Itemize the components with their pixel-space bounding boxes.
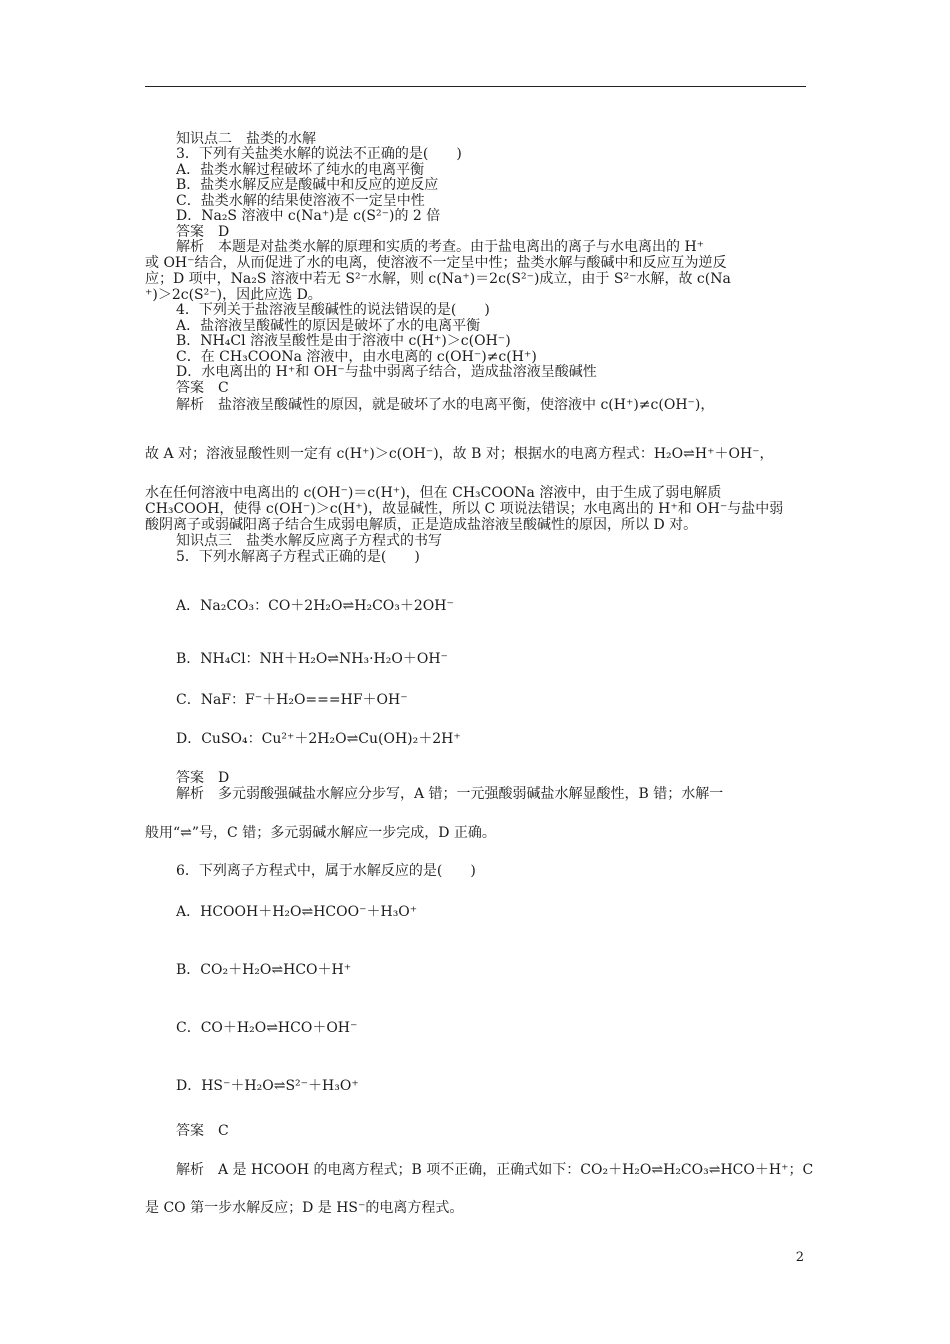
text-line: 知识点二 盐类的水解 [176,131,316,147]
text-line: 解析 A 是 HCOOH 的电离方程式；B 项不正确，正确式如下：CO₂＋H₂O⇌H₂CO₃⇌HCO＋H⁺；C [176,1162,814,1178]
text-line: B．盐类水解反应是酸碱中和反应的逆反应 [176,177,439,193]
text-line: C．盐类水解的结果使溶液不一定呈中性 [176,193,425,209]
text-line: A．盐溶液呈酸碱性的原因是破坏了水的电离平衡 [176,318,481,334]
text-line: 5．下列水解离子方程式正确的是( ) [176,549,420,565]
text-line: C．NaF：F⁻＋H₂O===HF＋OH⁻ [176,692,408,708]
text-line: 解析 多元弱酸强碱盐水解应分步写，A 错；一元强酸弱碱盐水解显酸性，B 错；水解一 [176,786,724,802]
text-line: CH₃COOH，使得 c(OH⁻)＞c(H⁺)，故显碱性，所以 C 项说法错误；水电离出的 H⁺和 OH⁻与盐中弱 [145,501,784,517]
text-line: D．HS⁻＋H₂O⇌S²⁻＋H₃O⁺ [176,1078,359,1094]
text-line: C．在 CH₃COONa 溶液中，由水电离的 c(OH⁻)≠c(H⁺) [176,349,537,365]
text-line: D．CuSO₄：Cu²⁺＋2H₂O⇌Cu(OH)₂＋2H⁺ [176,731,461,747]
text-line: 知识点三 盐类水解反应离子方程式的书写 [176,533,442,549]
text-line: B．NH₄Cl 溶液呈酸性是由于溶液中 c(H⁺)＞c(OH⁻) [176,333,511,349]
text-line: ⁺)＞2c(S²⁻)，因此应选 D。 [145,287,322,303]
header-rule [145,86,806,87]
text-line: B．NH₄Cl：NH＋H₂O⇌NH₃·H₂O＋OH⁻ [176,651,448,667]
text-line: B．CO₂＋H₂O⇌HCO＋H⁺ [176,962,352,978]
text-line: 故 A 对；溶液显酸性则一定有 c(H⁺)＞c(OH⁻)，故 B 对；根据水的电离方程式：H₂O⇌H⁺＋OH⁻， [145,446,774,462]
text-line: D．Na₂S 溶液中 c(Na⁺)是 c(S²⁻)的 2 倍 [176,208,441,224]
text-line: 4．下列关于盐溶液呈酸碱性的说法错误的是( ) [176,302,490,318]
text-line: 6．下列离子方程式中，属于水解反应的是( ) [176,863,476,879]
text-line: A．Na₂CO₃：CO＋2H₂O⇌H₂CO₃＋2OH⁻ [176,598,454,614]
text-line: 或 OH⁻结合，从而促进了水的电离，使溶液不一定呈中性；盐类水解与酸碱中和反应互为逆反 [145,255,727,271]
text-line: 3．下列有关盐类水解的说法不正确的是( ) [176,146,462,162]
text-line: 答案 D [176,770,230,786]
page-number: 2 [795,1250,804,1265]
text-line: 般用“⇌”号，C 错；多元弱碱水解应一步完成，D 正确。 [145,825,496,841]
text-line: 应；D 项中，Na₂S 溶液中若无 S²⁻水解，则 c(Na⁺)＝2c(S²⁻)成立，由于 S²⁻水解，故 c(Na [145,271,731,287]
text-line: 答案 C [176,1123,229,1139]
text-line: C．CO＋H₂O⇌HCO＋OH⁻ [176,1020,358,1036]
text-line: 解析 盐溶液呈酸碱性的原因，就是破坏了水的电离平衡，使溶液中 c(H⁺)≠c(OH⁻)， [176,397,715,413]
text-line: 答案 C [176,380,229,396]
text-line: 答案 D [176,224,230,240]
text-line: 水在任何溶液中电离出的 c(OH⁻)＝c(H⁺)，但在 CH₃COONa 溶液中，由于生成了弱电解质 [145,485,722,501]
text-line: 解析 本题是对盐类水解的原理和实质的考查。由于盐电离出的离子与水电离出的 H⁺ [176,239,705,255]
text-line: D．水电离出的 H⁺和 OH⁻与盐中弱离子结合，造成盐溶液呈酸碱性 [176,364,597,380]
text-line: A．盐类水解过程破坏了纯水的电离平衡 [176,162,425,178]
text-line: 酸阴离子或弱碱阳离子结合生成弱电解质，正是造成盐溶液呈酸碱性的原因，所以 D 对。 [145,517,698,533]
text-line: A．HCOOH＋H₂O⇌HCOO⁻＋H₃O⁺ [176,904,418,920]
text-line: 是 CO 第一步水解反应；D 是 HS⁻的电离方程式。 [145,1200,464,1216]
